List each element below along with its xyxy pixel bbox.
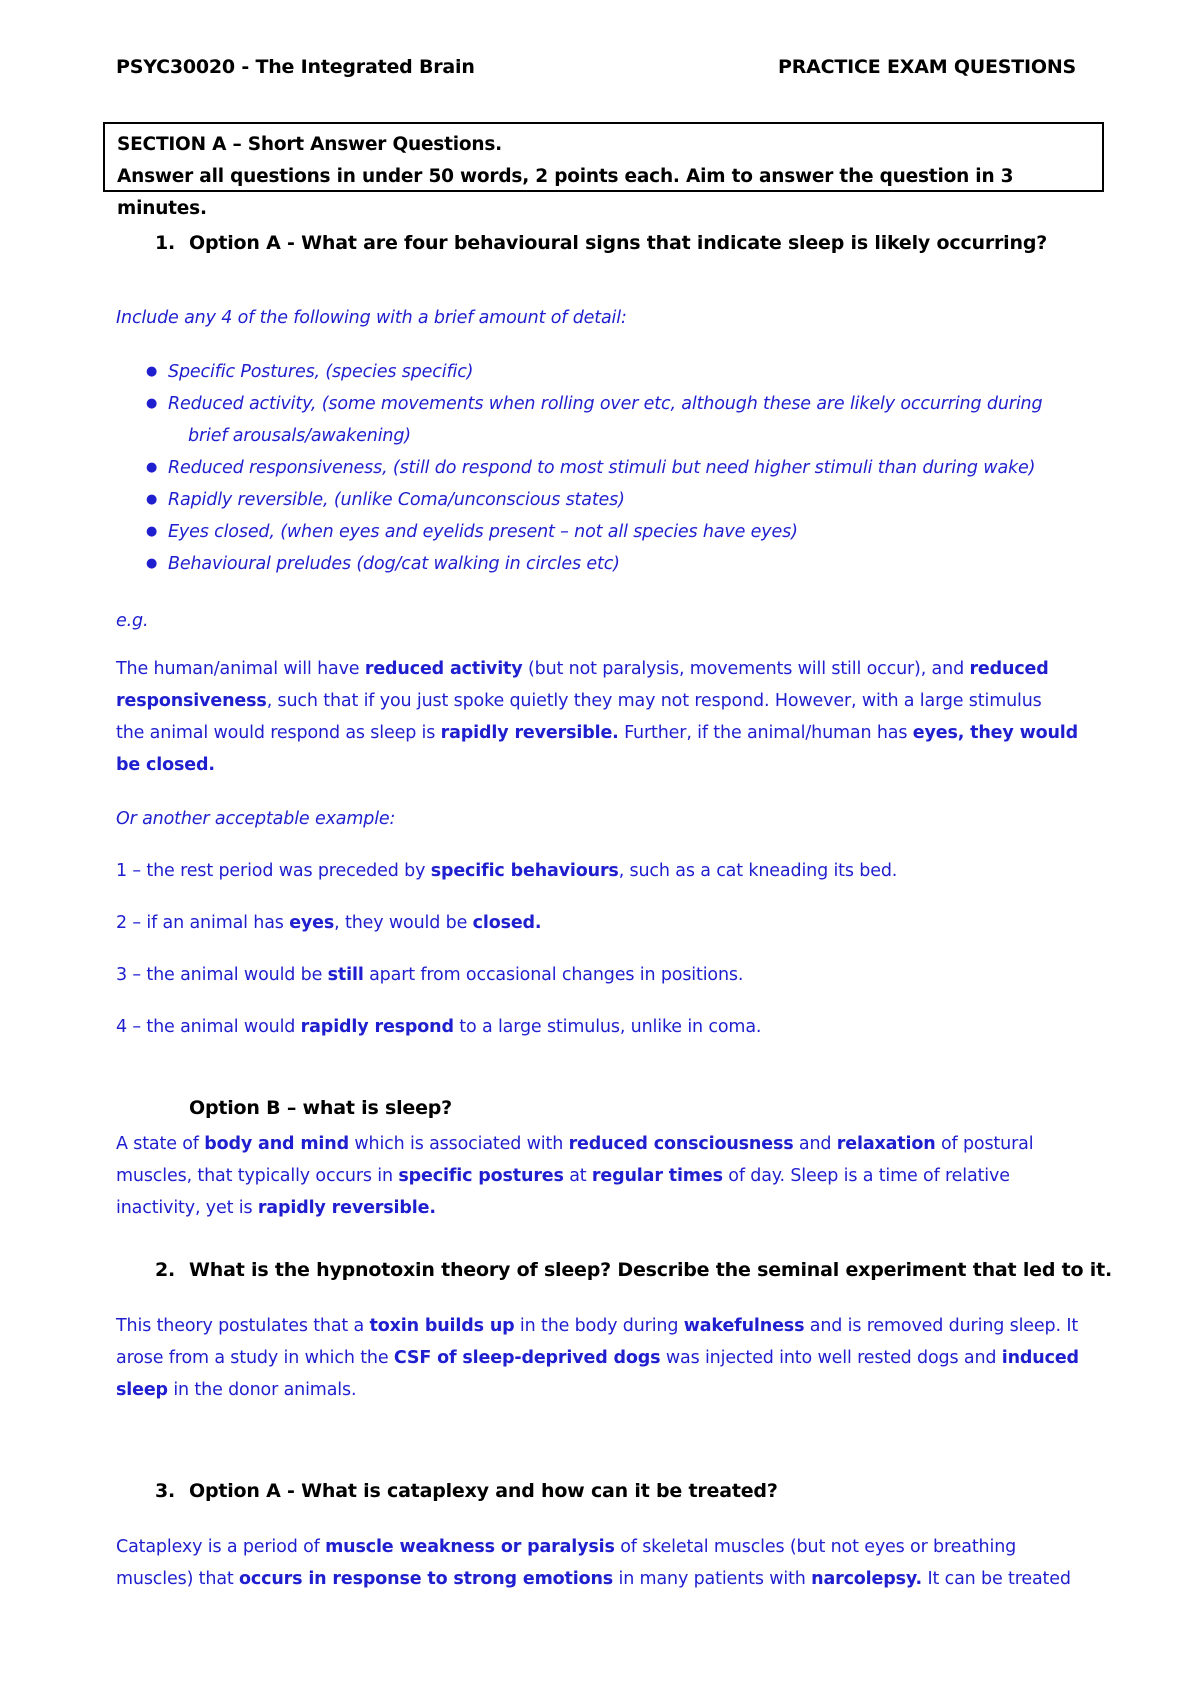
numbered-answer-3: 3 – the animal would be still apart from occasional changes in positions. xyxy=(116,965,744,985)
bullet-icon: ● xyxy=(146,556,158,571)
list-item: ● Rapidly reversible, (unlike Coma/unconscious states) xyxy=(146,484,1106,516)
answer-line: Cataplexy is a period of muscle weakness or paralysis of skeletal muscles (but not eyes or breathing xyxy=(116,1537,1017,1557)
answer-line: muscles, that typically occurs in specific postures at regular times of day. Sleep is a time of relative xyxy=(116,1166,1010,1186)
bullet-icon: ● xyxy=(146,524,158,539)
question-1-example-answer xyxy=(116,653,1116,781)
question-3-number: 3. xyxy=(155,1480,176,1502)
question-1b-text: Option B – what is sleep? xyxy=(189,1097,453,1119)
question-3-text: Option A - What is cataplexy and how can it be treated? xyxy=(189,1480,778,1502)
answer-line: sleep in the donor animals. xyxy=(116,1380,357,1400)
question-1-number: 1. xyxy=(155,232,176,254)
numbered-answer-1: 1 – the rest period was preceded by specific behaviours, such as a cat kneading its bed. xyxy=(116,861,898,881)
question-1-intro: Include any 4 of the following with a brief amount of detail: xyxy=(116,308,627,328)
question-3-answer xyxy=(116,1531,1116,1595)
question-1-bullet-list xyxy=(146,356,1106,580)
header-course-title: PSYC30020 - The Integrated Brain xyxy=(116,56,475,78)
alternate-example-label: Or another acceptable example: xyxy=(116,809,396,829)
section-title: SECTION A – Short Answer Questions. xyxy=(117,134,503,155)
question-2-text: What is the hypnotoxin theory of sleep? Describe the seminal experiment that led to it. xyxy=(189,1259,1112,1281)
answer-line: The human/animal will have reduced activity (but not paralysis, movements will still occur), and reduced xyxy=(116,659,1049,679)
list-item: ● Behavioural preludes (dog/cat walking in circles etc) xyxy=(146,548,1106,580)
list-item: ● Reduced activity, (some movements when rolling over etc, although these are likely occurring during brief arousals/awakening) xyxy=(146,388,1106,452)
bullet-icon: ● xyxy=(146,460,158,475)
answer-line: This theory postulates that a toxin builds up in the body during wakefulness and is removed during sleep. It xyxy=(116,1316,1079,1336)
bullet-icon: ● xyxy=(146,492,158,507)
section-instructions: Answer all questions in under 50 words, 2 points each. Aim to answer the question in 3 minutes. xyxy=(117,166,1014,219)
answer-line: arose from a study in which the CSF of sleep-deprived dogs was injected into well rested dogs and induced xyxy=(116,1348,1079,1368)
section-instructions-box xyxy=(103,122,1104,219)
question-1b-answer xyxy=(116,1128,1116,1224)
answer-line: inactivity, yet is rapidly reversible. xyxy=(116,1198,436,1218)
list-item: ● Reduced responsiveness, (still do respond to most stimuli but need higher stimuli than during wake) xyxy=(146,452,1106,484)
question-2-answer xyxy=(116,1310,1116,1406)
list-item: ● Specific Postures, (species specific) xyxy=(146,356,1106,388)
header-document-type: PRACTICE EXAM QUESTIONS xyxy=(778,56,1077,78)
numbered-answer-2: 2 – if an animal has eyes, they would be closed. xyxy=(116,913,542,933)
question-1-text: Option A - What are four behavioural signs that indicate sleep is likely occurring? xyxy=(189,232,1048,254)
answer-line: muscles) that occurs in response to strong emotions in many patients with narcolepsy. It can be treated xyxy=(116,1569,1071,1589)
answer-line: the animal would respond as sleep is rapidly reversible. Further, if the animal/human has eyes, they would xyxy=(116,723,1079,743)
bullet-icon: ● xyxy=(146,396,158,411)
question-2-number: 2. xyxy=(155,1259,176,1281)
answer-line: responsiveness, such that if you just spoke quietly they may not respond. However, with a large stimulus xyxy=(116,691,1042,711)
list-item: ● Eyes closed, (when eyes and eyelids present – not all species have eyes) xyxy=(146,516,1106,548)
answer-line: be closed. xyxy=(116,755,215,775)
bullet-icon: ● xyxy=(146,364,158,379)
answer-line: A state of body and mind which is associated with reduced consciousness and relaxation of postural xyxy=(116,1134,1034,1154)
numbered-answer-4: 4 – the animal would rapidly respond to a large stimulus, unlike in coma. xyxy=(116,1017,762,1037)
example-label: e.g. xyxy=(116,611,149,631)
